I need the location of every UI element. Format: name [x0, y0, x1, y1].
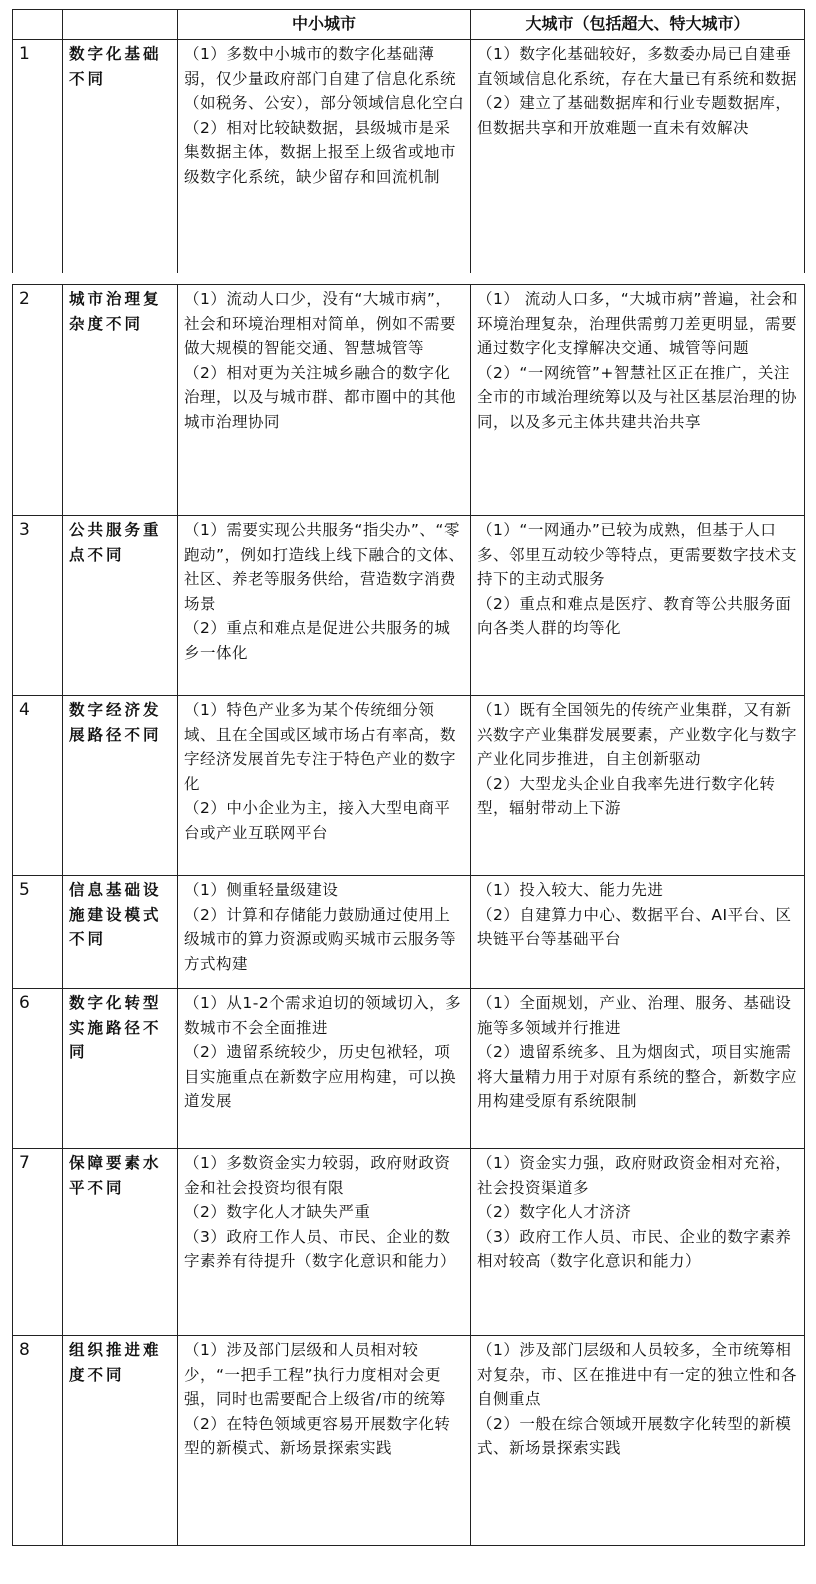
table-row — [13, 1149, 805, 1336]
small-city-cell — [178, 285, 471, 516]
large-city-cell — [471, 40, 805, 273]
cell-paragraph: （2）计算和存储能力鼓励通过使用上级城市的算力资源或购买城市云服务等方式构建 — [184, 905, 457, 973]
cell-paragraph: （2）重点和难点是促进公共服务的城乡一体化 — [184, 619, 451, 662]
cell-paragraph: （1）多数中小城市的数字化基础薄弱，仅少量政府部门自建了信息化系统（如税务、公安），部分领域信息化空白 — [184, 45, 465, 113]
row-dimension: 数字化转型实施路径不同 — [63, 989, 178, 1149]
cell-paragraph: （1）投入较大、能力先进 — [477, 881, 664, 899]
table-row — [13, 285, 805, 516]
large-city-cell — [471, 1336, 805, 1546]
cell-paragraph: （2）“一网统管”+智慧社区正在推广，关注全市的市域治理统筹以及与社区基层治理的协同，以及多元主体共建共治共享 — [477, 363, 798, 431]
row-dimension: 数字经济发展路径不同 — [63, 696, 178, 876]
cell-paragraph: （3）政府工作人员、市民、企业的数字素养有待提升（数字化意识和能力） — [184, 1227, 457, 1271]
cell-paragraph: （1）涉及部门层级和人员相对较少，“一把手工程”执行力度相对会更强，同时也需要配合上级省/市的统筹 — [184, 1341, 446, 1409]
large-city-cell — [471, 696, 805, 876]
cell-paragraph: （1）流动人口少，没有“大城市病”，社会和环境治理相对简单，例如不需要做大规模的智能交通、智慧城管等 — [184, 290, 457, 358]
small-city-cell — [178, 989, 471, 1149]
large-city-cell — [471, 516, 805, 696]
cell-paragraph: （1）既有全国领先的传统产业集群，又有新兴数字产业集群发展要素，产业数字化与数字产业化同步推进，自主创新驱动 — [477, 701, 798, 769]
small-city-cell — [178, 696, 471, 876]
cell-paragraph: （2）遗留系统较少，历史包袱轻，项目实施重点在新数字应用构建，可以换道发展 — [184, 1043, 457, 1111]
cell-paragraph: （2）在特色领域更容易开展数字化转型的新模式、新场景探索实践 — [184, 1414, 451, 1458]
row-number: 4 — [13, 696, 63, 876]
large-city-cell — [471, 989, 805, 1149]
row-number: 5 — [13, 876, 63, 989]
row-dimension: 组织推进难度不同 — [63, 1336, 178, 1546]
table-row — [13, 516, 805, 696]
row-number: 3 — [13, 516, 63, 696]
cell-paragraph: （2）中小企业为主，接入大型电商平台或产业互联网平台 — [184, 799, 451, 842]
cell-paragraph: （2）数字化人才缺失严重 — [184, 1203, 371, 1222]
cell-paragraph: （1）涉及部门层级和人员较多，全市统筹相对复杂，市、区在推进中有一定的独立性和各自侧重点 — [477, 1341, 798, 1409]
cell-paragraph: （1）多数资金实力较弱，政府财政资金和社会投资均很有限 — [184, 1154, 451, 1197]
cell-paragraph: （1）全面规划，产业、治理、服务、基础设施等多领域并行推进 — [477, 994, 792, 1037]
cell-paragraph: （1）数字化基础较好，多数委办局已自建垂直领域信息化系统，存在大量已有系统和数据 — [477, 45, 798, 88]
cell-paragraph: （3）政府工作人员、市民、企业的数字素养相对较高（数字化意识和能力） — [477, 1227, 792, 1271]
table-row — [13, 1336, 805, 1546]
small-city-cell — [178, 40, 471, 273]
header-small-cities: 中小城市 — [178, 10, 471, 40]
header-large-cities: 大城市（包括超大、特大城市） — [471, 10, 805, 40]
row-number: 2 — [13, 285, 63, 516]
row-number: 1 — [13, 40, 63, 273]
row-number: 6 — [13, 989, 63, 1149]
small-city-cell — [178, 876, 471, 989]
cell-paragraph: （2）重点和难点是医疗、教育等公共服务面向各类人群的均等化 — [477, 594, 792, 638]
cell-paragraph: （1） 流动人口多，“大城市病”普遍，社会和环境治理复杂，治理供需剪刀差更明显，需要通过数字化支撑解决交通、城管等问题 — [477, 290, 798, 358]
cell-paragraph: （1）侧重轻量级建设 — [184, 881, 339, 899]
cell-paragraph: （1）需要实现公共服务“指尖办”、“零跑动”，例如打造线上线下融合的文体、社区、养老等服务供给，营造数字消费场景 — [184, 521, 465, 613]
cell-paragraph: （2）数字化人才济济 — [477, 1203, 632, 1222]
cell-paragraph: （2）遗留系统多、且为烟囱式，项目实施需将大量精力用于对原有系统的整合，新数字应用构建受原有系统限制 — [477, 1043, 798, 1111]
row-dimension: 保障要素水平不同 — [63, 1149, 178, 1336]
cell-paragraph: （2）一般在综合领域开展数字化转型的新模式、新场景探索实践 — [477, 1414, 792, 1458]
cell-paragraph: （2）相对比较缺数据，县级城市是采集数据主体，数据上报至上级省或地市级数字化系统，缺少留存和回流机制 — [184, 118, 457, 186]
header-number — [13, 10, 63, 40]
row-dimension: 公共服务重点不同 — [63, 516, 178, 696]
cell-paragraph: （2）相对更为关注城乡融合的数字化治理，以及与城市群、都市圈中的其他城市治理协同 — [184, 363, 457, 431]
table-row — [13, 876, 805, 989]
row-dimension: 数字化基础不同 — [63, 40, 178, 273]
small-city-cell — [178, 1336, 471, 1546]
cell-paragraph: （1）特色产业多为某个传统细分领域、且在全国或区域市场占有率高，数字经济发展首先专注于特色产业的数字化 — [184, 701, 457, 793]
cell-paragraph: （2）自建算力中心、数据平台、AI平台、区块链平台等基础平台 — [477, 905, 792, 949]
small-city-cell — [178, 516, 471, 696]
comparison-table-part-1 — [12, 9, 805, 273]
row-number: 7 — [13, 1149, 63, 1336]
cell-paragraph: （2）大型龙头企业自我率先进行数字化转型，辐射带动上下游 — [477, 774, 776, 818]
large-city-cell — [471, 876, 805, 989]
cell-paragraph: （1）资金实力强，政府财政资金相对充裕，社会投资渠道多 — [477, 1154, 792, 1197]
row-number: 8 — [13, 1336, 63, 1546]
large-city-cell — [471, 1149, 805, 1336]
table-row — [13, 989, 805, 1149]
header-dimension — [63, 10, 178, 40]
comparison-table-part-2 — [12, 284, 805, 1546]
row-dimension: 信息基础设施建设模式不同 — [63, 876, 178, 989]
row-dimension: 城市治理复杂度不同 — [63, 285, 178, 516]
table-row — [13, 40, 805, 273]
cell-paragraph: （2）建立了基础数据库和行业专题数据库，但数据共享和开放难题一直未有效解决 — [477, 94, 792, 137]
table-header-row — [13, 10, 805, 40]
cell-paragraph: （1）从1-2个需求迫切的领域切入，多数城市不会全面推进 — [184, 994, 462, 1037]
table-row — [13, 696, 805, 876]
large-city-cell — [471, 285, 805, 516]
cell-paragraph: （1）“一网通办”已较为成熟，但基于人口多、邻里互动较少等特点，更需要数字技术支持下的主动式服务 — [477, 521, 798, 589]
small-city-cell — [178, 1149, 471, 1336]
